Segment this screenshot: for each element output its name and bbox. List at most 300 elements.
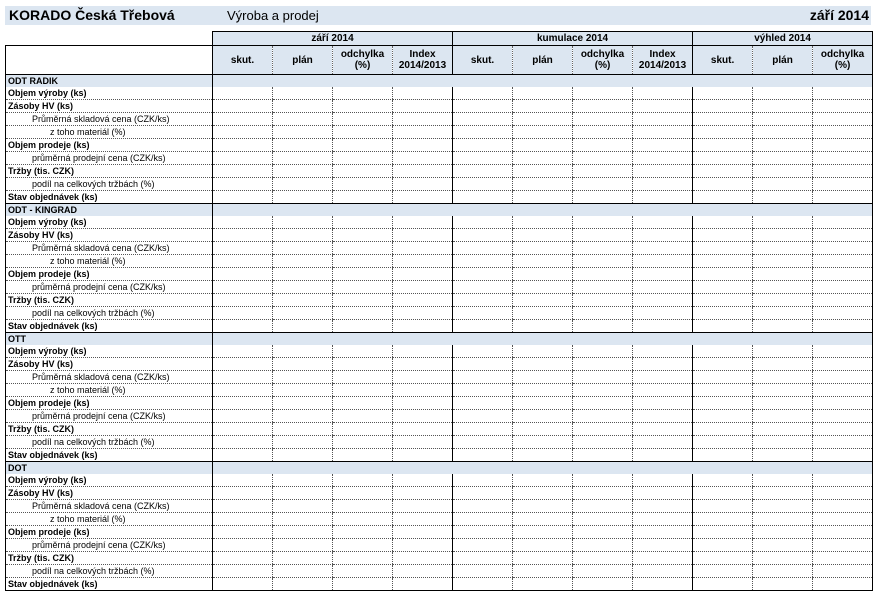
data-cell[interactable]	[813, 216, 873, 229]
data-cell[interactable]	[753, 552, 813, 565]
data-cell[interactable]	[393, 281, 453, 294]
data-cell[interactable]	[333, 397, 393, 410]
data-cell[interactable]	[453, 294, 513, 307]
data-cell[interactable]	[573, 255, 633, 268]
data-cell[interactable]	[813, 487, 873, 500]
data-cell[interactable]	[693, 371, 753, 384]
data-cell[interactable]	[213, 178, 273, 191]
data-cell[interactable]	[693, 436, 753, 449]
data-cell[interactable]	[273, 449, 333, 462]
data-cell[interactable]	[513, 423, 573, 436]
data-cell[interactable]	[273, 152, 333, 165]
data-cell[interactable]	[813, 139, 873, 152]
data-cell[interactable]	[753, 152, 813, 165]
data-cell[interactable]	[273, 268, 333, 281]
data-cell[interactable]	[213, 397, 273, 410]
data-cell[interactable]	[213, 113, 273, 126]
data-cell[interactable]	[633, 578, 693, 591]
data-cell[interactable]	[273, 565, 333, 578]
data-cell[interactable]	[213, 539, 273, 552]
data-cell[interactable]	[393, 487, 453, 500]
data-cell[interactable]	[213, 281, 273, 294]
data-cell[interactable]	[333, 449, 393, 462]
data-cell[interactable]	[213, 139, 273, 152]
data-cell[interactable]	[333, 113, 393, 126]
data-cell[interactable]	[213, 513, 273, 526]
data-cell[interactable]	[753, 578, 813, 591]
data-cell[interactable]	[273, 178, 333, 191]
data-cell[interactable]	[513, 345, 573, 358]
data-cell[interactable]	[333, 255, 393, 268]
data-cell[interactable]	[513, 500, 573, 513]
data-cell[interactable]	[213, 307, 273, 320]
data-cell[interactable]	[273, 229, 333, 242]
data-cell[interactable]	[633, 565, 693, 578]
data-cell[interactable]	[573, 139, 633, 152]
data-cell[interactable]	[393, 423, 453, 436]
data-cell[interactable]	[453, 191, 513, 204]
data-cell[interactable]	[393, 255, 453, 268]
data-cell[interactable]	[333, 526, 393, 539]
data-cell[interactable]	[813, 113, 873, 126]
data-cell[interactable]	[513, 552, 573, 565]
data-cell[interactable]	[633, 384, 693, 397]
data-cell[interactable]	[693, 397, 753, 410]
data-cell[interactable]	[333, 500, 393, 513]
data-cell[interactable]	[393, 578, 453, 591]
data-cell[interactable]	[573, 371, 633, 384]
data-cell[interactable]	[633, 345, 693, 358]
data-cell[interactable]	[213, 191, 273, 204]
data-cell[interactable]	[213, 500, 273, 513]
data-cell[interactable]	[813, 449, 873, 462]
data-cell[interactable]	[753, 436, 813, 449]
data-cell[interactable]	[453, 565, 513, 578]
data-cell[interactable]	[753, 474, 813, 487]
data-cell[interactable]	[693, 307, 753, 320]
data-cell[interactable]	[633, 229, 693, 242]
data-cell[interactable]	[693, 229, 753, 242]
data-cell[interactable]	[273, 165, 333, 178]
data-cell[interactable]	[213, 229, 273, 242]
data-cell[interactable]	[513, 526, 573, 539]
data-cell[interactable]	[693, 242, 753, 255]
data-cell[interactable]	[393, 474, 453, 487]
data-cell[interactable]	[453, 371, 513, 384]
data-cell[interactable]	[633, 294, 693, 307]
data-cell[interactable]	[513, 242, 573, 255]
data-cell[interactable]	[273, 487, 333, 500]
data-cell[interactable]	[813, 191, 873, 204]
data-cell[interactable]	[693, 358, 753, 371]
data-cell[interactable]	[693, 552, 753, 565]
data-cell[interactable]	[393, 358, 453, 371]
data-cell[interactable]	[693, 487, 753, 500]
data-cell[interactable]	[333, 384, 393, 397]
data-cell[interactable]	[393, 449, 453, 462]
data-cell[interactable]	[573, 436, 633, 449]
data-cell[interactable]	[453, 87, 513, 100]
data-cell[interactable]	[513, 578, 573, 591]
data-cell[interactable]	[273, 242, 333, 255]
data-cell[interactable]	[273, 126, 333, 139]
data-cell[interactable]	[753, 126, 813, 139]
data-cell[interactable]	[213, 358, 273, 371]
data-cell[interactable]	[633, 320, 693, 333]
data-cell[interactable]	[633, 126, 693, 139]
data-cell[interactable]	[333, 474, 393, 487]
data-cell[interactable]	[573, 268, 633, 281]
data-cell[interactable]	[273, 307, 333, 320]
data-cell[interactable]	[813, 152, 873, 165]
data-cell[interactable]	[813, 268, 873, 281]
data-cell[interactable]	[273, 191, 333, 204]
data-cell[interactable]	[813, 281, 873, 294]
data-cell[interactable]	[513, 152, 573, 165]
data-cell[interactable]	[273, 216, 333, 229]
data-cell[interactable]	[573, 500, 633, 513]
data-cell[interactable]	[573, 397, 633, 410]
data-cell[interactable]	[693, 126, 753, 139]
data-cell[interactable]	[573, 178, 633, 191]
data-cell[interactable]	[453, 513, 513, 526]
data-cell[interactable]	[813, 294, 873, 307]
data-cell[interactable]	[753, 178, 813, 191]
data-cell[interactable]	[513, 539, 573, 552]
data-cell[interactable]	[273, 410, 333, 423]
data-cell[interactable]	[453, 436, 513, 449]
data-cell[interactable]	[573, 320, 633, 333]
data-cell[interactable]	[393, 152, 453, 165]
data-cell[interactable]	[333, 165, 393, 178]
data-cell[interactable]	[753, 565, 813, 578]
data-cell[interactable]	[813, 539, 873, 552]
data-cell[interactable]	[573, 100, 633, 113]
data-cell[interactable]	[453, 100, 513, 113]
data-cell[interactable]	[273, 552, 333, 565]
data-cell[interactable]	[513, 307, 573, 320]
data-cell[interactable]	[333, 216, 393, 229]
data-cell[interactable]	[813, 165, 873, 178]
data-cell[interactable]	[693, 113, 753, 126]
data-cell[interactable]	[573, 474, 633, 487]
data-cell[interactable]	[273, 500, 333, 513]
data-cell[interactable]	[453, 397, 513, 410]
data-cell[interactable]	[213, 216, 273, 229]
data-cell[interactable]	[633, 358, 693, 371]
data-cell[interactable]	[753, 423, 813, 436]
data-cell[interactable]	[573, 126, 633, 139]
data-cell[interactable]	[273, 371, 333, 384]
data-cell[interactable]	[273, 100, 333, 113]
data-cell[interactable]	[513, 565, 573, 578]
data-cell[interactable]	[213, 565, 273, 578]
data-cell[interactable]	[753, 358, 813, 371]
data-cell[interactable]	[813, 307, 873, 320]
data-cell[interactable]	[393, 268, 453, 281]
data-cell[interactable]	[213, 152, 273, 165]
data-cell[interactable]	[753, 449, 813, 462]
data-cell[interactable]	[813, 513, 873, 526]
data-cell[interactable]	[693, 165, 753, 178]
data-cell[interactable]	[393, 539, 453, 552]
data-cell[interactable]	[633, 449, 693, 462]
data-cell[interactable]	[333, 126, 393, 139]
data-cell[interactable]	[333, 565, 393, 578]
data-cell[interactable]	[213, 294, 273, 307]
data-cell[interactable]	[513, 449, 573, 462]
data-cell[interactable]	[753, 87, 813, 100]
data-cell[interactable]	[513, 320, 573, 333]
data-cell[interactable]	[513, 513, 573, 526]
data-cell[interactable]	[453, 281, 513, 294]
data-cell[interactable]	[753, 487, 813, 500]
data-cell[interactable]	[813, 358, 873, 371]
data-cell[interactable]	[633, 436, 693, 449]
data-cell[interactable]	[633, 100, 693, 113]
data-cell[interactable]	[453, 139, 513, 152]
data-cell[interactable]	[813, 178, 873, 191]
data-cell[interactable]	[573, 229, 633, 242]
data-cell[interactable]	[273, 281, 333, 294]
data-cell[interactable]	[633, 178, 693, 191]
data-cell[interactable]	[693, 268, 753, 281]
data-cell[interactable]	[573, 152, 633, 165]
data-cell[interactable]	[813, 255, 873, 268]
data-cell[interactable]	[213, 371, 273, 384]
data-cell[interactable]	[633, 87, 693, 100]
data-cell[interactable]	[513, 410, 573, 423]
data-cell[interactable]	[513, 384, 573, 397]
data-cell[interactable]	[213, 345, 273, 358]
data-cell[interactable]	[333, 178, 393, 191]
data-cell[interactable]	[393, 552, 453, 565]
data-cell[interactable]	[393, 410, 453, 423]
data-cell[interactable]	[453, 539, 513, 552]
data-cell[interactable]	[333, 345, 393, 358]
data-cell[interactable]	[393, 87, 453, 100]
data-cell[interactable]	[513, 474, 573, 487]
data-cell[interactable]	[753, 139, 813, 152]
data-cell[interactable]	[813, 397, 873, 410]
data-cell[interactable]	[213, 552, 273, 565]
data-cell[interactable]	[393, 178, 453, 191]
data-cell[interactable]	[333, 578, 393, 591]
data-cell[interactable]	[813, 371, 873, 384]
data-cell[interactable]	[213, 384, 273, 397]
data-cell[interactable]	[753, 113, 813, 126]
data-cell[interactable]	[393, 513, 453, 526]
data-cell[interactable]	[633, 513, 693, 526]
data-cell[interactable]	[753, 268, 813, 281]
data-cell[interactable]	[453, 578, 513, 591]
data-cell[interactable]	[753, 384, 813, 397]
data-cell[interactable]	[693, 513, 753, 526]
data-cell[interactable]	[453, 165, 513, 178]
data-cell[interactable]	[213, 268, 273, 281]
data-cell[interactable]	[633, 474, 693, 487]
data-cell[interactable]	[333, 358, 393, 371]
data-cell[interactable]	[213, 87, 273, 100]
data-cell[interactable]	[333, 100, 393, 113]
data-cell[interactable]	[513, 191, 573, 204]
data-cell[interactable]	[513, 113, 573, 126]
data-cell[interactable]	[513, 126, 573, 139]
data-cell[interactable]	[753, 320, 813, 333]
data-cell[interactable]	[213, 474, 273, 487]
data-cell[interactable]	[693, 565, 753, 578]
data-cell[interactable]	[453, 358, 513, 371]
data-cell[interactable]	[333, 320, 393, 333]
data-cell[interactable]	[633, 191, 693, 204]
data-cell[interactable]	[453, 449, 513, 462]
data-cell[interactable]	[453, 474, 513, 487]
data-cell[interactable]	[453, 216, 513, 229]
data-cell[interactable]	[633, 500, 693, 513]
data-cell[interactable]	[513, 268, 573, 281]
data-cell[interactable]	[573, 87, 633, 100]
data-cell[interactable]	[573, 216, 633, 229]
data-cell[interactable]	[753, 216, 813, 229]
data-cell[interactable]	[453, 255, 513, 268]
data-cell[interactable]	[573, 345, 633, 358]
data-cell[interactable]	[333, 294, 393, 307]
data-cell[interactable]	[813, 474, 873, 487]
data-cell[interactable]	[393, 216, 453, 229]
data-cell[interactable]	[333, 423, 393, 436]
data-cell[interactable]	[693, 539, 753, 552]
data-cell[interactable]	[693, 423, 753, 436]
data-cell[interactable]	[273, 139, 333, 152]
data-cell[interactable]	[633, 539, 693, 552]
data-cell[interactable]	[393, 165, 453, 178]
data-cell[interactable]	[573, 423, 633, 436]
data-cell[interactable]	[393, 229, 453, 242]
data-cell[interactable]	[453, 268, 513, 281]
data-cell[interactable]	[453, 526, 513, 539]
data-cell[interactable]	[573, 513, 633, 526]
data-cell[interactable]	[753, 539, 813, 552]
data-cell[interactable]	[693, 500, 753, 513]
data-cell[interactable]	[333, 487, 393, 500]
data-cell[interactable]	[693, 449, 753, 462]
data-cell[interactable]	[333, 281, 393, 294]
data-cell[interactable]	[333, 152, 393, 165]
data-cell[interactable]	[693, 384, 753, 397]
data-cell[interactable]	[513, 216, 573, 229]
data-cell[interactable]	[213, 126, 273, 139]
data-cell[interactable]	[513, 100, 573, 113]
data-cell[interactable]	[573, 358, 633, 371]
data-cell[interactable]	[213, 242, 273, 255]
data-cell[interactable]	[813, 229, 873, 242]
data-cell[interactable]	[633, 552, 693, 565]
data-cell[interactable]	[753, 371, 813, 384]
data-cell[interactable]	[813, 565, 873, 578]
data-cell[interactable]	[213, 578, 273, 591]
data-cell[interactable]	[813, 320, 873, 333]
data-cell[interactable]	[393, 242, 453, 255]
data-cell[interactable]	[573, 565, 633, 578]
data-cell[interactable]	[693, 87, 753, 100]
data-cell[interactable]	[273, 384, 333, 397]
data-cell[interactable]	[693, 152, 753, 165]
data-cell[interactable]	[693, 474, 753, 487]
data-cell[interactable]	[333, 191, 393, 204]
data-cell[interactable]	[813, 423, 873, 436]
data-cell[interactable]	[813, 345, 873, 358]
data-cell[interactable]	[273, 345, 333, 358]
data-cell[interactable]	[273, 513, 333, 526]
data-cell[interactable]	[573, 113, 633, 126]
data-cell[interactable]	[333, 371, 393, 384]
data-cell[interactable]	[753, 100, 813, 113]
data-cell[interactable]	[453, 126, 513, 139]
data-cell[interactable]	[453, 500, 513, 513]
data-cell[interactable]	[393, 139, 453, 152]
data-cell[interactable]	[273, 255, 333, 268]
data-cell[interactable]	[633, 526, 693, 539]
data-cell[interactable]	[573, 307, 633, 320]
data-cell[interactable]	[393, 307, 453, 320]
data-cell[interactable]	[333, 139, 393, 152]
data-cell[interactable]	[213, 526, 273, 539]
data-cell[interactable]	[453, 423, 513, 436]
data-cell[interactable]	[333, 410, 393, 423]
data-cell[interactable]	[573, 191, 633, 204]
data-cell[interactable]	[813, 242, 873, 255]
data-cell[interactable]	[333, 539, 393, 552]
data-cell[interactable]	[813, 436, 873, 449]
data-cell[interactable]	[633, 165, 693, 178]
data-cell[interactable]	[813, 578, 873, 591]
data-cell[interactable]	[633, 268, 693, 281]
data-cell[interactable]	[633, 216, 693, 229]
data-cell[interactable]	[753, 526, 813, 539]
data-cell[interactable]	[573, 165, 633, 178]
data-cell[interactable]	[753, 165, 813, 178]
data-cell[interactable]	[213, 410, 273, 423]
data-cell[interactable]	[453, 152, 513, 165]
data-cell[interactable]	[813, 410, 873, 423]
data-cell[interactable]	[573, 552, 633, 565]
data-cell[interactable]	[573, 487, 633, 500]
data-cell[interactable]	[633, 139, 693, 152]
data-cell[interactable]	[513, 178, 573, 191]
data-cell[interactable]	[813, 500, 873, 513]
data-cell[interactable]	[573, 281, 633, 294]
data-cell[interactable]	[753, 307, 813, 320]
data-cell[interactable]	[693, 345, 753, 358]
data-cell[interactable]	[633, 152, 693, 165]
data-cell[interactable]	[393, 565, 453, 578]
data-cell[interactable]	[333, 229, 393, 242]
data-cell[interactable]	[273, 113, 333, 126]
data-cell[interactable]	[213, 423, 273, 436]
data-cell[interactable]	[513, 397, 573, 410]
data-cell[interactable]	[753, 397, 813, 410]
data-cell[interactable]	[753, 294, 813, 307]
data-cell[interactable]	[333, 307, 393, 320]
data-cell[interactable]	[693, 410, 753, 423]
data-cell[interactable]	[213, 255, 273, 268]
data-cell[interactable]	[753, 410, 813, 423]
data-cell[interactable]	[513, 255, 573, 268]
data-cell[interactable]	[813, 126, 873, 139]
data-cell[interactable]	[513, 371, 573, 384]
data-cell[interactable]	[333, 87, 393, 100]
data-cell[interactable]	[573, 410, 633, 423]
